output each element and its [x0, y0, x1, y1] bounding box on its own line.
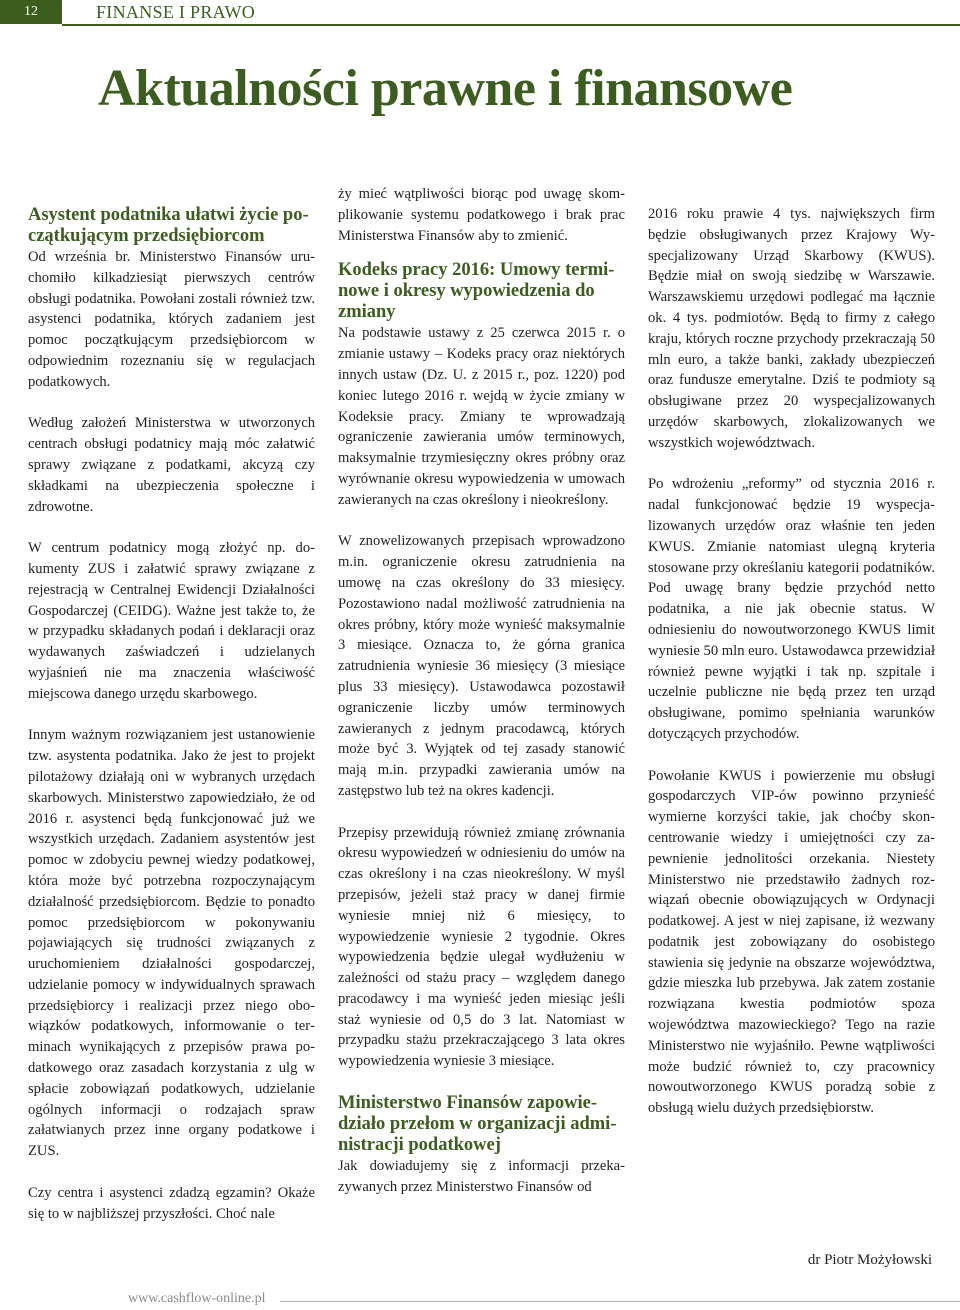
paragraph: W znowelizowanych przepisach wprowadzono m.in. ograniczenie okresu zatrudnienia na umowę na czas określony do 33 miesięcy. Pozostawiono nadal możliwość zatrudnienia na okres próbny, który może wynieść maksymalnie 3 miesiące. Oznacza to, że górna granica zatrudnienia wyniesie 36 miesięcy (3 miesiące plus 33 miesięcy). Ustawodawca pozostawił ograniczenie liczby umów terminowych zawieranych z jednym pracodawcą, których może być 3. Wyjątek od tej zasady stanowić mają m.in. przypadki zawierania umów na zastępstwo lub też na okres kadencji.: [338, 533, 625, 799]
article-heading-ministerstwo: Ministerstwo Finansów zapowiedziało przełom w organizacji administracji podatkowej: [338, 1092, 617, 1155]
page-title: Aktualności prawne i finansowe: [98, 60, 793, 117]
paragraph: Na podstawie ustawy z 25 czerwca 2015 r. o zmianie ustawy – Kodeks pracy oraz niektórych innych ustaw (Dz. U. z 2015 r., poz. 1220) pod koniec lutego 2016 r. wejdą w życie zmiany w Kodeksie pracy. Zmiany te wprowadzają ograniczenie zawierania umów terminowych, maksymalnie trzymiesięczny okres próbny oraz wyrównanie okresu wypowiedzenia w umowach zawieranych na czas określony i nieokreślony.: [338, 325, 625, 508]
article-column-3: [648, 204, 935, 1140]
paragraph: Jak dowiadujemy się z informacji przekazywanych przez Ministerstwo Finansów od: [338, 1157, 625, 1195]
paragraph: ży mieć wątpliwości biorąc pod uwagę skomplikowanie systemu podatkowego i brak prac Ministerstwa Finansów aby to zmienić.: [338, 186, 625, 244]
page-number: 12: [0, 0, 62, 24]
paragraph: Według założeń Ministerstwa w utworzonych centrach obsługi podatnicy mają móc załatwić sprawy związane z podatkami, akcyzą czy składkami na ubezpieczenia społeczne i zdrowotne.: [28, 415, 315, 515]
header-rule: [62, 24, 960, 26]
article-column-2: [338, 184, 625, 1218]
footer-url[interactable]: www.cashflow-online.pl: [128, 1291, 266, 1306]
footer-rule: [280, 1301, 960, 1302]
paragraph: Powołanie KWUS i powierzenie mu obsługi gospodarczych VIP-ów powinno przynieść wymierne korzyści takie, jak choćby skoncentrowanie wiedzy i umiejętności czy zapewnienie jednolitości orzekania. Niestety Ministerstwo nie przedstawiło żadnych rozwiązań obecnie obowiązujących w Ordynacji podatkowej. A jest w niej zapisane, iż wezwany podatnik jest zobowiązany do osobistego stawienia się jedynie na obszarze województwa, gdzie mieszka lub przebywa. Jak zatem zostanie rozwiązana kwestia podmiotów spoza województwa mazowieckiego? Tego na razie Ministerstwo nie wyjaśniło. Pewne wątpliwości może budzić również to, czy pracownicy nowoutworzonego KWUS poradzą sobie z obsługą wielu dużych przedsiębiorstw.: [648, 767, 935, 1117]
paragraph: Innym ważnym rozwiązaniem jest ustanowienie tzw. asystenta podatnika. Jako że jest to projekt pilotażowy działają oni w wybranych urzędach skarbowych. Ministerstwo zapowiedziało, że od 2016 r. asystenci będą funkcjonować już we wszystkich urzędach. Zadaniem asystentów jest pomoc w zdobyciu pewnej wiedzy podatkowej, która może być potrzebna rozpoczynającym działalność przedsiębiorcom. Będzie to ponadto pomoc przedsiębiorcom w pokonywaniu pojawiających się trudności związanych z uruchomieniem działalności gospodarczej, udzielanie pomocy w indywidualnych sprawach przedsiębiorcy i realizacji przez niego obowiązków podatkowych, informowanie o terminach wynikających z przepisów prawa podatkowego oraz zasadach korzystania z ulg w spłacie zobowiązań podatkowych, udzielanie ogólnych informacji o rodzajach spraw załatwianych przez inne organy podatkowe i ZUS.: [28, 727, 315, 1160]
paragraph: Czy centra i asystenci zdadzą egzamin? Okaże się to w najbliższej przyszłości. Choć nale: [28, 1184, 315, 1222]
author-signature: dr Piotr Możyłowski: [807, 1252, 932, 1268]
paragraph: Po wdrożeniu „reformy” od stycznia 2016 r. nadal funkcjonować będzie 19 wyspecjalizowanych urzędów oraz właśnie ten jeden KWUS. Zmianie natomiast ulegną kryteria stosowane przy określaniu kategorii podatników. Pod uwagę brany będzie przychód netto podatnika, a nie jak obecnie status. W odniesieniu do nowoutworzonego KWUS limit wyniesie 50 mln euro. Ustawodawca przewidział również pewne wyjątki i tak np. szpitale i uczelnie publiczne nie będą przez ten urząd obsługiwane, pomimo spełniania warunków dotyczących przychodów.: [648, 476, 935, 742]
section-label: FINANSE I PRAWO: [96, 2, 256, 22]
article-column-1: [28, 205, 315, 1245]
paragraph: Od września br. Ministerstwo Finansów uruchomiło kilkadziesiąt pierwszych centrów obsługi podatnika. Powołani zostali również tzw. asystenci podatnika, których zadaniem jest pomoc początkującym przedsiębiorcom w odpowiednim rozeznaniu się w regulacjach podatkowych.: [28, 249, 315, 390]
article-heading-kodeks-pracy: Kodeks pracy 2016: Umowy terminowe i okresy wypowiedzenia do zmiany: [338, 260, 615, 323]
paragraph: W centrum podatnicy mogą złożyć np. dokumenty ZUS i załatwić sprawy związane z rejestracją w Centralnej Ewidencji Działalności Gospodarczej (CEIDG). Ważne jest także to, że w przypadku składanych podań i deklaracji oraz wydawanych zaświadczeń i udzielanych wyjaśnień nie ma znaczenia właściwość miejscowa danego urzędu skarbowego.: [28, 540, 315, 702]
article-heading-asystent: Asystent podatnika ułatwi życie początkującym przedsiębiorcom: [28, 205, 309, 246]
paragraph: 2016 roku prawie 4 tys. największych firm będzie obsługiwanych przez Krajowy Wyspecjalizowany Urząd Skarbowy (KWUS). Będzie miał on swoją siedzibę w Warszawie. Warszawskiemu urzędowi podlegać ma łącznie ok. 4 tys. podmiotów. Będą to firmy z całego kraju, których roczne przychody przekraczają 50 mln euro, a także banki, zakłady ubezpieczeń oraz fundusze emerytalne. Dziś te podmioty są obsługiwane przez 20 wyspecjalizowanych urzędów skarbowych, zlokalizowanych we wszystkich województwach.: [648, 206, 935, 451]
paragraph: Przepisy przewidują również zmianę zrównania okresu wypowiedzeń w odniesieniu do umów na czas określony i na czas nieokreślony. W myśl przepisów, jeżeli staż pracy w danej firmie wyniesie mniej niż 6 miesięcy, to wypowiedzenie wyniesie 2 tygodnie. Okres wypowiedzenia będzie ulegał wydłużeniu w zależności od stażu pracy – względem danego pracodawcy i ma wynieść jeden miesiąc jeśli staż wyniesie od 0,5 do 3 lat. Natomiast w przypadku stażu przekraczającego 3 lata okres wypowiedzenia wyniesie 3 miesiące.: [338, 824, 625, 1070]
